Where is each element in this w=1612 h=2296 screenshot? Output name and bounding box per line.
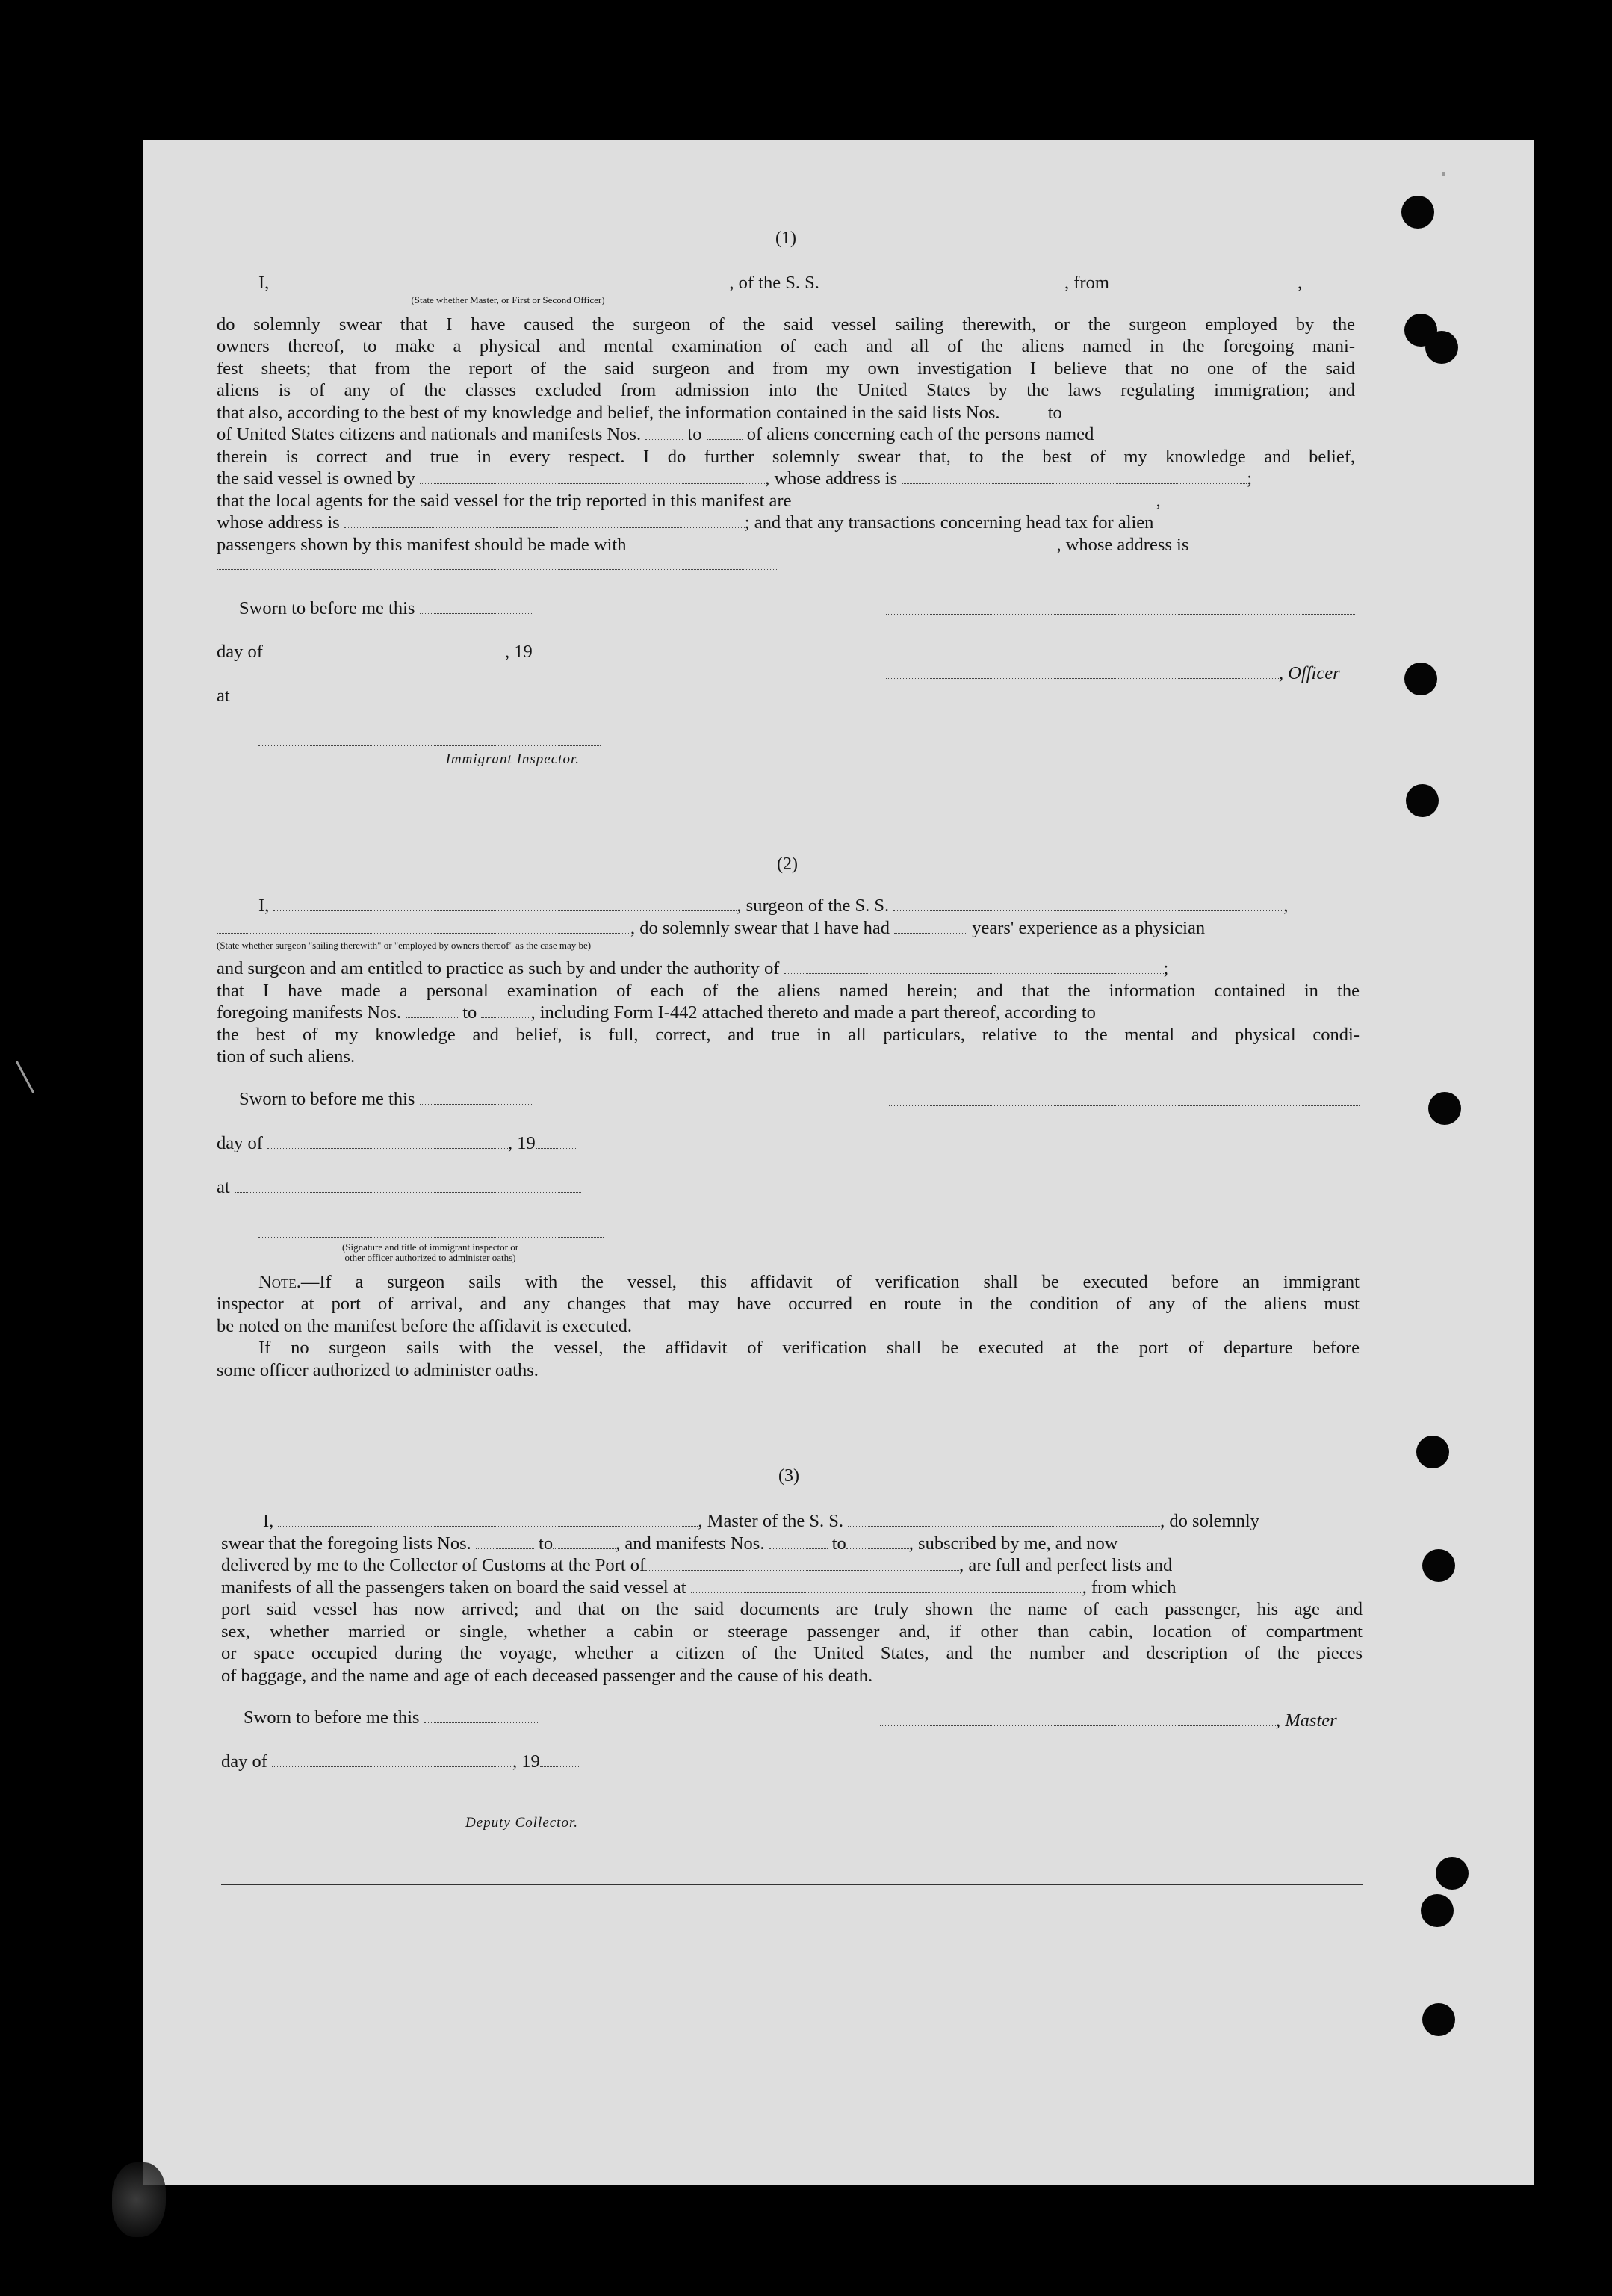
day-of-label-1: day of , 19	[217, 641, 573, 663]
at-label-2: at	[217, 1176, 581, 1199]
head-tax-party-field[interactable]	[626, 534, 1056, 550]
sworn-day-field[interactable]	[420, 598, 533, 614]
punch-hole	[1425, 331, 1458, 364]
at-label-1: at	[217, 685, 581, 707]
surgeon-status-field[interactable]	[217, 917, 630, 934]
ship-name-field[interactable]	[824, 272, 1064, 288]
officer-name-field[interactable]	[886, 663, 1279, 679]
surgeon-manifest-from-field[interactable]	[406, 1002, 458, 1018]
punch-hole	[1422, 1549, 1455, 1582]
punch-hole	[1406, 784, 1439, 817]
list-no-from-field[interactable]	[1005, 402, 1044, 418]
affidavit-1-line-8: the said vessel is owned by , whose address is ;	[217, 468, 1253, 488]
master-manifest-from-field[interactable]	[769, 1533, 828, 1549]
affidavit-3-line-2: swear that the foregoing lists Nos. to , and manifests Nos. to , subscribed by me, and now	[221, 1533, 1118, 1554]
scan-speck	[16, 1061, 34, 1093]
affidavit-1-line-9: that the local agents for the said vessel for the trip reported in this manifest are ,	[217, 491, 1161, 511]
departure-port-field[interactable]	[1114, 272, 1298, 288]
years-experience-field[interactable]	[894, 917, 967, 934]
master-list-to-field[interactable]	[553, 1533, 616, 1549]
affidavit-2-line-7: tion of such aliens.	[217, 1046, 356, 1067]
collector-caption: Deputy Collector.	[465, 1815, 578, 1831]
sworn-label-3: Sworn to before me this	[244, 1707, 538, 1729]
month-field[interactable]	[267, 641, 505, 657]
local-agents-field[interactable]	[796, 490, 1156, 506]
month-field-3[interactable]	[272, 1751, 512, 1767]
master-name-field[interactable]	[278, 1510, 698, 1527]
section-number-1: (1)	[775, 229, 796, 248]
place-field-2[interactable]	[235, 1176, 581, 1193]
affidavit-1-line-11: passengers shown by this manifest should be made with , whose address is	[217, 535, 1189, 555]
affidavit-2-line-2: , do solemnly swear that I have had years' experience as a physician	[217, 917, 1205, 940]
affidavit-1-line-5: that also, according to the best of my knowledge and belief, the information contained in the said lists Nos. to	[217, 402, 1100, 424]
affidavit-1-opening: I, , of the S. S. , from ,	[258, 273, 1303, 293]
surgeon-signature-line[interactable]	[889, 1105, 1360, 1106]
punch-hole	[1428, 1092, 1461, 1125]
note-line-5: some officer authorized to administer oaths.	[217, 1360, 539, 1380]
inspector-signature-line[interactable]	[258, 745, 601, 746]
section-number-2: (2)	[777, 854, 798, 874]
punch-hole	[1401, 196, 1434, 229]
surgeon-ship-field[interactable]	[893, 895, 1283, 911]
affidavit-1-line-6: of United States citizens and nationals and manifests Nos. to of aliens concerning each of the persons named	[217, 424, 1094, 444]
sworn-label-2: Sworn to before me this	[239, 1088, 533, 1111]
affidavit-3-line-1: I, , Master of the S. S. , do solemnly	[263, 1511, 1259, 1531]
month-field-2[interactable]	[267, 1132, 508, 1149]
day-of-label-2: day of , 19	[217, 1132, 576, 1155]
punch-hole	[1421, 1894, 1454, 1927]
note-line-2: inspector at port of arrival, and any changes that may have occurred en route in the condition of any of the aliens must	[217, 1294, 1360, 1314]
affidavit-2-line-3: and surgeon and am entitled to practice as such by and under the authority of ;	[217, 958, 1169, 978]
surgeon-manifest-to-field[interactable]	[481, 1002, 530, 1018]
affidavit-1-line: fest sheets; that from the report of the said surgeon and from my own investigation I believe that no one of the said	[217, 359, 1355, 379]
head-tax-address-field[interactable]	[217, 569, 777, 570]
affidavit-1-line-10: whose address is ; and that any transactions concerning head tax for alien	[217, 512, 1154, 533]
officer-line-1: , Officer	[886, 663, 1340, 685]
affidavit-2-line-5: foregoing manifests Nos. to , including Form I-442 attached thereto and made a part thereof, according to	[217, 1002, 1096, 1023]
affidavit-1-line: owners thereof, to make a physical and mental examination of each and all of the aliens named in the foregoing mani-	[217, 336, 1355, 356]
punch-hole	[1416, 1436, 1449, 1468]
affidavit-1-line-7: therein is correct and true in every respect. I do further solemnly swear that, to the best of my knowledge and belief,	[217, 447, 1355, 467]
day-of-label-3: day of , 19	[221, 1751, 580, 1773]
sworn-day-field-3[interactable]	[424, 1707, 538, 1723]
master-list-from-field[interactable]	[476, 1533, 534, 1549]
affidavit-1-line: do solemnly swear that I have caused the surgeon of the said vessel sailing therewith, or the surgeon employed by the	[217, 314, 1355, 335]
punch-hole	[1404, 663, 1437, 695]
affidavit-2-line-6: the best of my knowledge and belief, is full, correct, and true in all particulars, relative to the mental and physical condi-	[217, 1025, 1360, 1045]
master-line: , Master	[880, 1710, 1337, 1732]
owner-field[interactable]	[420, 468, 765, 484]
manifest-no-from-field[interactable]	[645, 423, 683, 440]
surgeon-name-field[interactable]	[273, 895, 737, 911]
signature-note-2: other officer authorized to administer oaths)	[344, 1252, 516, 1263]
master-manifest-to-field[interactable]	[846, 1533, 909, 1549]
affidavit-3-line-3: delivered by me to the Collector of Customs at the Port of , are full and perfect lists and	[221, 1555, 1173, 1575]
scan-speck	[1442, 172, 1445, 176]
sworn-day-field-2[interactable]	[420, 1088, 533, 1105]
authority-field[interactable]	[784, 958, 1164, 974]
punch-hole	[1422, 2003, 1455, 2036]
master-ship-field[interactable]	[848, 1510, 1160, 1527]
list-no-to-field[interactable]	[1067, 402, 1100, 418]
agent-address-field[interactable]	[344, 512, 745, 528]
affidavit-3-line: sex, whether married or single, whether a cabin or steerage passenger and, if other than cabin, location of compartment	[221, 1622, 1363, 1642]
bottom-rule	[221, 1884, 1363, 1885]
officer-title-field[interactable]	[273, 272, 729, 288]
officer-title-note: (State whether Master, or First or Second Officer)	[411, 294, 605, 305]
note-line-4: If no surgeon sails with the vessel, the affidavit of verification shall be executed at the port of departure before	[258, 1338, 1360, 1358]
inspector-caption: Immigrant Inspector.	[445, 751, 580, 767]
year-field-3[interactable]	[540, 1751, 580, 1767]
port-of-arrival-field[interactable]	[645, 1554, 959, 1571]
officer-signature-line[interactable]	[886, 614, 1355, 615]
embarkation-port-field[interactable]	[691, 1577, 1082, 1593]
note-line-1: Note.—If a surgeon sails with the vessel, this affidavit of verification shall be executed before an immigrant	[258, 1272, 1360, 1292]
affidavit-3-line-8: of baggage, and the name and age of each deceased passenger and the cause of his death.	[221, 1666, 873, 1686]
affidavit-2-line-1: I, , surgeon of the S. S. ,	[258, 896, 1289, 916]
sworn-label-1: Sworn to before me this	[239, 598, 533, 620]
year-field[interactable]	[533, 641, 573, 657]
note-line-3: be noted on the manifest before the affidavit is executed.	[217, 1316, 633, 1336]
manifest-no-to-field[interactable]	[707, 423, 743, 440]
owner-address-field[interactable]	[902, 468, 1247, 484]
affidavit-3-line: or space occupied during the voyage, whether a citizen of the United States, and the number and description of the pieces	[221, 1643, 1363, 1663]
affidavit-3-line-4: manifests of all the passengers taken on board the said vessel at , from which	[221, 1577, 1177, 1598]
surgeon-status-note: (State whether surgeon "sailing therewith" or "employed by owners thereof" as the case may be)	[217, 940, 592, 951]
administrator-signature-line[interactable]	[258, 1237, 604, 1238]
master-signature-field[interactable]	[880, 1710, 1276, 1726]
year-field-2[interactable]	[536, 1132, 576, 1149]
punch-hole	[1436, 1857, 1469, 1890]
scan-stain	[112, 2162, 166, 2237]
section-number-3: (3)	[778, 1466, 799, 1486]
affidavit-2-line-4: that I have made a personal examination of each of the aliens named herein; and that the information contained in the	[217, 981, 1360, 1001]
signature-note-1: (Signature and title of immigrant inspector or	[341, 1241, 519, 1253]
affidavit-1-line: aliens is of any of the classes excluded from admission into the United States by the laws regulating immigration; and	[217, 380, 1355, 400]
place-field[interactable]	[235, 685, 581, 701]
affidavit-3-line: port said vessel has now arrived; and that on the said documents are truly shown the name of each passenger, his age and	[221, 1599, 1363, 1619]
